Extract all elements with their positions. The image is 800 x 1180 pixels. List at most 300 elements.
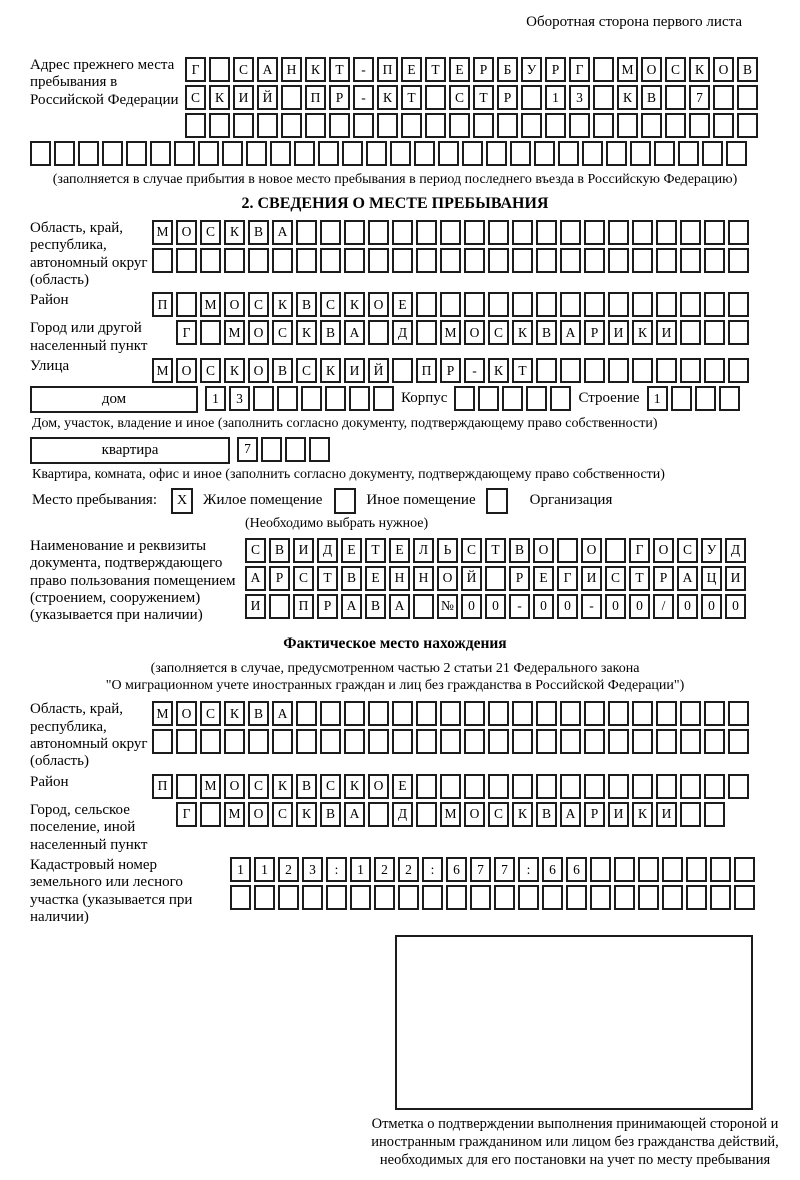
char-box[interactable]: С (488, 320, 509, 345)
char-box[interactable] (446, 885, 467, 910)
char-box[interactable] (590, 885, 611, 910)
char-box[interactable] (390, 141, 411, 166)
char-box[interactable]: В (536, 320, 557, 345)
char-box[interactable]: О (713, 57, 734, 82)
char-box[interactable] (296, 248, 317, 273)
char-box[interactable] (593, 85, 614, 110)
char-box[interactable] (416, 774, 437, 799)
char-box[interactable]: 0 (461, 594, 482, 619)
char-box[interactable] (416, 248, 437, 273)
char-box[interactable] (704, 358, 725, 383)
char-box[interactable]: К (224, 358, 245, 383)
char-box[interactable]: - (353, 85, 374, 110)
char-box[interactable]: : (518, 857, 539, 882)
char-box[interactable] (737, 113, 758, 138)
char-box[interactable] (521, 113, 542, 138)
char-box[interactable] (632, 701, 653, 726)
char-box[interactable]: Р (440, 358, 461, 383)
char-box[interactable]: 7 (237, 437, 258, 462)
char-box[interactable] (294, 141, 315, 166)
char-box[interactable] (632, 774, 653, 799)
char-box[interactable]: С (200, 220, 221, 245)
char-box[interactable] (200, 729, 221, 754)
char-box[interactable]: Р (653, 566, 674, 591)
char-box[interactable] (728, 774, 749, 799)
char-box[interactable]: Б (497, 57, 518, 82)
char-box[interactable] (695, 386, 716, 411)
char-box[interactable]: Т (401, 85, 422, 110)
char-box[interactable] (512, 220, 533, 245)
char-box[interactable] (176, 729, 197, 754)
char-box[interactable]: Н (389, 566, 410, 591)
char-box[interactable] (488, 701, 509, 726)
char-box[interactable] (608, 358, 629, 383)
char-box[interactable] (662, 885, 683, 910)
char-box[interactable] (392, 701, 413, 726)
char-box[interactable] (656, 701, 677, 726)
char-box[interactable] (485, 566, 506, 591)
char-box[interactable] (198, 141, 219, 166)
char-box[interactable] (488, 729, 509, 754)
char-box[interactable] (536, 358, 557, 383)
char-box[interactable]: У (701, 538, 722, 563)
char-box[interactable] (296, 701, 317, 726)
char-box[interactable] (464, 774, 485, 799)
char-box[interactable]: П (305, 85, 326, 110)
char-box[interactable] (296, 729, 317, 754)
char-box[interactable] (704, 248, 725, 273)
char-box[interactable]: М (152, 220, 173, 245)
char-box[interactable]: Д (392, 802, 413, 827)
char-box[interactable]: О (248, 358, 269, 383)
char-box[interactable]: О (224, 774, 245, 799)
char-box[interactable] (270, 141, 291, 166)
char-box[interactable] (320, 248, 341, 273)
char-box[interactable] (281, 85, 302, 110)
char-box[interactable]: С (185, 85, 206, 110)
char-box[interactable]: К (344, 774, 365, 799)
char-box[interactable]: К (224, 220, 245, 245)
char-box[interactable] (608, 701, 629, 726)
char-box[interactable] (584, 729, 605, 754)
char-box[interactable] (728, 220, 749, 245)
char-box[interactable] (464, 292, 485, 317)
char-box[interactable]: - (353, 57, 374, 82)
char-box[interactable] (526, 386, 547, 411)
char-box[interactable]: В (320, 320, 341, 345)
char-box[interactable] (593, 113, 614, 138)
char-box[interactable] (734, 885, 755, 910)
char-box[interactable]: В (641, 85, 662, 110)
char-box[interactable]: М (617, 57, 638, 82)
char-box[interactable] (638, 857, 659, 882)
char-box[interactable]: И (233, 85, 254, 110)
char-box[interactable] (566, 885, 587, 910)
char-box[interactable] (536, 701, 557, 726)
char-box[interactable]: С (461, 538, 482, 563)
char-box[interactable]: Г (629, 538, 650, 563)
char-box[interactable]: В (341, 566, 362, 591)
char-box[interactable] (686, 857, 707, 882)
char-box[interactable]: Р (269, 566, 290, 591)
char-box[interactable]: С (665, 57, 686, 82)
char-box[interactable] (440, 248, 461, 273)
char-box[interactable] (269, 594, 290, 619)
char-box[interactable] (413, 594, 434, 619)
char-box[interactable]: И (245, 594, 266, 619)
char-box[interactable]: Г (176, 802, 197, 827)
char-box[interactable] (222, 141, 243, 166)
char-box[interactable]: Д (317, 538, 338, 563)
char-box[interactable]: С (200, 701, 221, 726)
char-box[interactable]: М (224, 802, 245, 827)
char-box[interactable] (704, 701, 725, 726)
char-box[interactable] (584, 292, 605, 317)
char-box[interactable]: 6 (566, 857, 587, 882)
char-box[interactable] (584, 774, 605, 799)
char-box[interactable] (656, 220, 677, 245)
char-box[interactable]: М (152, 358, 173, 383)
char-box[interactable]: И (581, 566, 602, 591)
char-box[interactable]: К (296, 320, 317, 345)
char-box[interactable]: С (677, 538, 698, 563)
char-box[interactable]: О (641, 57, 662, 82)
char-box[interactable] (305, 113, 326, 138)
char-box[interactable]: К (377, 85, 398, 110)
char-box[interactable] (590, 857, 611, 882)
char-box[interactable]: Р (509, 566, 530, 591)
char-box[interactable]: О (224, 292, 245, 317)
char-box[interactable] (401, 113, 422, 138)
char-box[interactable] (680, 220, 701, 245)
char-box[interactable] (353, 113, 374, 138)
char-box[interactable] (54, 141, 75, 166)
char-box[interactable] (488, 248, 509, 273)
char-box[interactable]: Р (329, 85, 350, 110)
char-box[interactable]: 3 (229, 386, 250, 411)
char-box[interactable] (656, 248, 677, 273)
char-box[interactable]: В (737, 57, 758, 82)
char-box[interactable] (656, 729, 677, 754)
char-box[interactable]: П (152, 774, 173, 799)
char-box[interactable]: О (464, 802, 485, 827)
char-box[interactable]: : (422, 857, 443, 882)
char-box[interactable] (377, 113, 398, 138)
char-box[interactable] (713, 85, 734, 110)
char-box[interactable]: С (293, 566, 314, 591)
char-box[interactable] (440, 774, 461, 799)
char-box[interactable]: К (632, 320, 653, 345)
char-box[interactable] (454, 386, 475, 411)
char-box[interactable]: Т (365, 538, 386, 563)
char-box[interactable]: Г (176, 320, 197, 345)
char-box[interactable] (560, 292, 581, 317)
char-box[interactable] (224, 729, 245, 754)
char-box[interactable] (478, 386, 499, 411)
char-box[interactable]: О (533, 538, 554, 563)
char-box[interactable] (710, 885, 731, 910)
char-box[interactable] (398, 885, 419, 910)
char-box[interactable] (246, 141, 267, 166)
char-box[interactable] (704, 320, 725, 345)
char-box[interactable] (416, 220, 437, 245)
char-box[interactable]: Й (461, 566, 482, 591)
stay-option-residential-checkbox[interactable]: X (171, 488, 193, 514)
char-box[interactable] (512, 774, 533, 799)
char-box[interactable] (78, 141, 99, 166)
char-box[interactable] (632, 248, 653, 273)
char-box[interactable]: 0 (629, 594, 650, 619)
char-box[interactable] (261, 437, 282, 462)
char-box[interactable]: Е (365, 566, 386, 591)
char-box[interactable] (416, 320, 437, 345)
char-box[interactable]: Е (533, 566, 554, 591)
char-box[interactable]: И (608, 802, 629, 827)
char-box[interactable]: Г (569, 57, 590, 82)
char-box[interactable] (680, 802, 701, 827)
char-box[interactable] (349, 386, 370, 411)
char-box[interactable]: О (581, 538, 602, 563)
char-box[interactable]: Т (485, 538, 506, 563)
char-box[interactable] (584, 248, 605, 273)
char-box[interactable] (176, 774, 197, 799)
char-box[interactable] (342, 141, 363, 166)
char-box[interactable]: В (365, 594, 386, 619)
char-box[interactable]: - (464, 358, 485, 383)
char-box[interactable] (737, 85, 758, 110)
char-box[interactable] (728, 358, 749, 383)
char-box[interactable] (512, 248, 533, 273)
char-box[interactable] (257, 113, 278, 138)
char-box[interactable] (150, 141, 171, 166)
char-box[interactable] (569, 113, 590, 138)
char-box[interactable] (654, 141, 675, 166)
char-box[interactable] (470, 885, 491, 910)
char-box[interactable] (254, 885, 275, 910)
char-box[interactable] (665, 85, 686, 110)
char-box[interactable] (614, 857, 635, 882)
char-box[interactable] (233, 113, 254, 138)
char-box[interactable] (512, 729, 533, 754)
char-box[interactable] (392, 248, 413, 273)
char-box[interactable] (488, 220, 509, 245)
char-box[interactable] (656, 358, 677, 383)
char-box[interactable]: Р (545, 57, 566, 82)
char-box[interactable] (584, 358, 605, 383)
char-box[interactable]: Д (392, 320, 413, 345)
char-box[interactable] (686, 885, 707, 910)
char-box[interactable] (557, 538, 578, 563)
char-box[interactable]: 7 (470, 857, 491, 882)
char-box[interactable] (320, 220, 341, 245)
char-box[interactable] (30, 141, 51, 166)
char-box[interactable] (464, 701, 485, 726)
char-box[interactable] (704, 220, 725, 245)
char-box[interactable] (422, 885, 443, 910)
char-box[interactable]: 3 (569, 85, 590, 110)
char-box[interactable] (200, 320, 221, 345)
char-box[interactable] (425, 113, 446, 138)
char-box[interactable]: 2 (398, 857, 419, 882)
char-box[interactable]: В (272, 358, 293, 383)
char-box[interactable]: Г (185, 57, 206, 82)
char-box[interactable]: Т (329, 57, 350, 82)
char-box[interactable]: № (437, 594, 458, 619)
char-box[interactable]: 3 (302, 857, 323, 882)
char-box[interactable] (302, 885, 323, 910)
char-box[interactable]: К (224, 701, 245, 726)
char-box[interactable] (329, 113, 350, 138)
char-box[interactable]: Т (473, 85, 494, 110)
char-box[interactable]: А (245, 566, 266, 591)
char-box[interactable]: М (200, 292, 221, 317)
char-box[interactable] (416, 292, 437, 317)
char-box[interactable]: В (248, 701, 269, 726)
char-box[interactable]: В (509, 538, 530, 563)
char-box[interactable] (368, 220, 389, 245)
char-box[interactable] (608, 248, 629, 273)
char-box[interactable] (368, 320, 389, 345)
char-box[interactable]: С (272, 802, 293, 827)
char-box[interactable]: А (344, 802, 365, 827)
char-box[interactable]: 2 (374, 857, 395, 882)
char-box[interactable] (614, 885, 635, 910)
char-box[interactable]: С (245, 538, 266, 563)
char-box[interactable] (344, 248, 365, 273)
char-box[interactable]: Г (557, 566, 578, 591)
char-box[interactable]: 1 (647, 386, 668, 411)
char-box[interactable]: Р (497, 85, 518, 110)
char-box[interactable] (449, 113, 470, 138)
char-box[interactable] (678, 141, 699, 166)
char-box[interactable] (680, 320, 701, 345)
stay-option-other-premises-checkbox[interactable] (334, 488, 356, 514)
char-box[interactable] (272, 729, 293, 754)
char-box[interactable] (248, 729, 269, 754)
char-box[interactable]: К (272, 774, 293, 799)
char-box[interactable]: О (176, 358, 197, 383)
char-box[interactable]: С (320, 292, 341, 317)
char-box[interactable] (726, 141, 747, 166)
char-box[interactable] (536, 220, 557, 245)
char-box[interactable]: Р (473, 57, 494, 82)
char-box[interactable] (536, 774, 557, 799)
char-box[interactable] (510, 141, 531, 166)
char-box[interactable]: - (509, 594, 530, 619)
char-box[interactable]: К (488, 358, 509, 383)
char-box[interactable] (671, 386, 692, 411)
char-box[interactable] (392, 358, 413, 383)
char-box[interactable] (296, 220, 317, 245)
char-box[interactable] (152, 248, 173, 273)
char-box[interactable]: 1 (254, 857, 275, 882)
char-box[interactable] (632, 729, 653, 754)
char-box[interactable]: : (326, 857, 347, 882)
char-box[interactable] (416, 729, 437, 754)
char-box[interactable] (536, 248, 557, 273)
char-box[interactable] (368, 248, 389, 273)
char-box[interactable] (281, 113, 302, 138)
char-box[interactable] (309, 437, 330, 462)
char-box[interactable]: 0 (701, 594, 722, 619)
char-box[interactable]: 6 (446, 857, 467, 882)
char-box[interactable]: К (305, 57, 326, 82)
char-box[interactable] (542, 885, 563, 910)
char-box[interactable]: И (725, 566, 746, 591)
char-box[interactable] (176, 292, 197, 317)
char-box[interactable] (656, 292, 677, 317)
char-box[interactable] (174, 141, 195, 166)
char-box[interactable]: Н (413, 566, 434, 591)
char-box[interactable]: С (272, 320, 293, 345)
char-box[interactable] (200, 802, 221, 827)
char-box[interactable] (606, 141, 627, 166)
char-box[interactable]: П (152, 292, 173, 317)
char-box[interactable] (325, 386, 346, 411)
char-box[interactable]: 7 (494, 857, 515, 882)
char-box[interactable]: 0 (677, 594, 698, 619)
char-box[interactable] (320, 729, 341, 754)
char-box[interactable]: Й (368, 358, 389, 383)
char-box[interactable]: К (617, 85, 638, 110)
char-box[interactable]: О (437, 566, 458, 591)
char-box[interactable] (464, 729, 485, 754)
char-box[interactable] (488, 774, 509, 799)
char-box[interactable] (344, 729, 365, 754)
char-box[interactable]: 0 (485, 594, 506, 619)
char-box[interactable]: 0 (605, 594, 626, 619)
char-box[interactable] (710, 857, 731, 882)
char-box[interactable]: М (440, 320, 461, 345)
char-box[interactable] (560, 701, 581, 726)
char-box[interactable]: С (200, 358, 221, 383)
char-box[interactable]: А (677, 566, 698, 591)
char-box[interactable]: С (488, 802, 509, 827)
char-box[interactable] (368, 729, 389, 754)
char-box[interactable]: Д (725, 538, 746, 563)
char-box[interactable]: В (296, 774, 317, 799)
char-box[interactable] (665, 113, 686, 138)
char-box[interactable]: В (320, 802, 341, 827)
char-box[interactable] (704, 729, 725, 754)
char-box[interactable] (368, 701, 389, 726)
char-box[interactable] (728, 292, 749, 317)
char-box[interactable]: К (632, 802, 653, 827)
char-box[interactable] (392, 220, 413, 245)
char-box[interactable]: Е (392, 774, 413, 799)
char-box[interactable]: Р (584, 802, 605, 827)
char-box[interactable]: С (605, 566, 626, 591)
char-box[interactable]: М (440, 802, 461, 827)
char-box[interactable] (632, 358, 653, 383)
char-box[interactable]: О (176, 220, 197, 245)
char-box[interactable]: - (581, 594, 602, 619)
char-box[interactable] (713, 113, 734, 138)
char-box[interactable] (605, 538, 626, 563)
char-box[interactable]: О (248, 320, 269, 345)
char-box[interactable]: Р (584, 320, 605, 345)
char-box[interactable] (224, 248, 245, 273)
char-box[interactable] (209, 113, 230, 138)
char-box[interactable]: 6 (542, 857, 563, 882)
stay-option-organization-checkbox[interactable] (486, 488, 508, 514)
char-box[interactable]: Ь (437, 538, 458, 563)
char-box[interactable] (440, 292, 461, 317)
char-box[interactable]: К (344, 292, 365, 317)
char-box[interactable] (608, 729, 629, 754)
char-box[interactable] (641, 113, 662, 138)
char-box[interactable] (344, 701, 365, 726)
